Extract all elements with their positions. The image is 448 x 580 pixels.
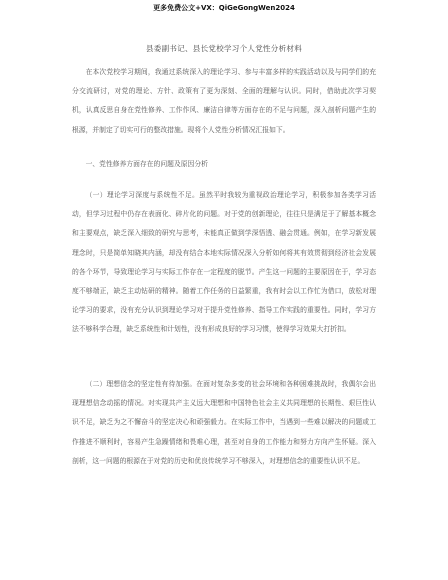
section-heading-block (72, 155, 376, 174)
point-one-paragraph: （一）理论学习深度与系统性不足。虽然平时我较为重视政治理论学习，积极参加各类学习活动，但学习过程中仍存在表面化、碎片化的问题。对于党的创新理论，往往只是满足于了解基本概念和主要观点，缺乏深入细致的研究与思考，未能真正做到学深悟透、融会贯通。例如，在学习新发展理念时，只是简单知晓其内涵，却没有结合本地实际情况深入分析如何将其有效贯彻到经济社会发展的各个环节，导致理论学习与实际工作存在一定程度的脱节。产生这一问题的主要原因在于，学习态度不够端正，缺乏主动钻研的精神。随着工作任务的日益繁重，我有时会以工作忙为借口，放松对理论学习的要求，没有充分认识到理论学习对于提升党性修养、指导工作实践的重要性。同时，学习方法不够科学合理，缺乏系统性和计划性，没有形成良好的学习习惯，使得学习效果大打折扣。 (72, 191, 376, 334)
document-title: 县委副书记、县长党校学习个人党性分析材料 (146, 44, 302, 53)
intro-paragraph: 在本次党校学习期间，我通过系统深入的理论学习、参与丰富多样的实践活动以及与同学们的充分交流研讨，对党的理论、方针、政策有了更为深刻、全面的理解与认识。同时，借助此次学习契机，认真反思自身在党性修养、工作作风、廉洁自律等方面存在的不足与问题，深入剖析问题产生的根源，并制定了切实可行的整改措施。现将个人党性分析情况汇报如下。 (72, 68, 376, 134)
section-heading: 一、党性修养方面存在的问题及原因分析 (85, 160, 208, 168)
point-two-paragraph: （二）理想信念的坚定性有待加强。在面对复杂多变的社会环境和各种困难挑战时，我偶尔会出现理想信念动摇的情况。对实现共产主义远大理想和中国特色社会主义共同理想的长期性、艰巨性认识不足，缺乏为之不懈奋斗的坚定决心和顽强毅力。在实际工作中，当遇到一些难以解决的问题或工作推进不顺利时，容易产生急躁情绪和畏难心理，甚至对自身的工作能力和努力方向产生怀疑。深入剖析，这一问题的根源在于对党的历史和优良传统学习不够深入，对理想信念的重要性认识不足。 (72, 380, 376, 465)
point-one-block (72, 186, 376, 358)
intro-block (72, 63, 376, 140)
promo-banner: 更多免费公文+VX：QiGeGongWen2024 (153, 4, 295, 12)
point-two-block (72, 375, 376, 563)
